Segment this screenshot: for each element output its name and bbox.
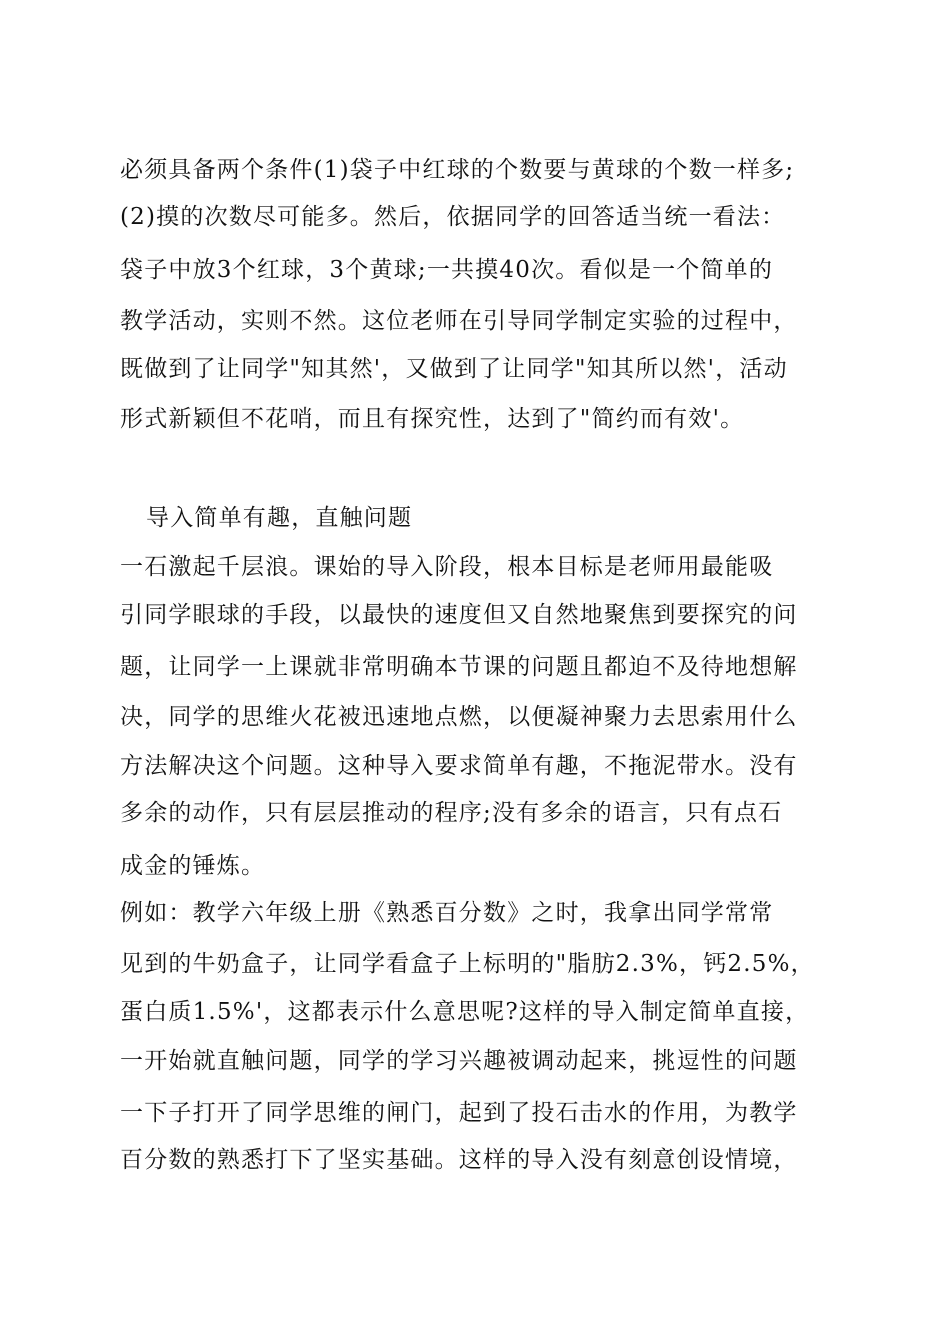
text-line: 方法解决这个问题。这种导入要求简单有趣，不拖泥带水。没有	[120, 753, 798, 779]
text-line: 成金的锤炼。	[120, 853, 266, 879]
text-line: 一下子打开了同学思维的闸门，起到了投石击水的作用，为教学	[120, 1100, 798, 1126]
text-line: 一石激起千层浪。课始的导入阶段，根本目标是老师用最能吸	[120, 554, 774, 580]
text-line: 形式新颖但不花哨，而且有探究性，达到了"简约而有效'。	[120, 406, 745, 432]
text-line: 百分数的熟悉打下了坚实基础。这样的导入没有刻意创设情境，	[120, 1147, 798, 1173]
text-line: (2)摸的次数尽可能多。然后，依据同学的回答适当统一看法：	[120, 204, 786, 230]
text-line: 蛋白质1.5%'，这都表示什么意思呢?这样的导入制定简单直接，	[120, 999, 810, 1025]
text-line: 例如：教学六年级上册《熟悉百分数》之时，我拿出同学常常	[120, 900, 774, 926]
text-line: 教学活动，实则不然。这位老师在引导同学制定实验的过程中，	[120, 308, 798, 334]
text-line: 必须具备两个条件(1)袋子中红球的个数要与黄球的个数一样多;	[120, 157, 795, 183]
text-line: 决，同学的思维火花被迅速地点燃，以便凝神聚力去思索用什么	[120, 704, 798, 730]
text-line: 多余的动作，只有层层推动的程序;没有多余的语言，只有点石	[120, 800, 783, 826]
text-line: 既做到了让同学"知其然'，又做到了让同学"知其所以然'，活动	[120, 356, 788, 382]
text-line: 袋子中放3个红球，3个黄球;一共摸40次。看似是一个简单的	[120, 257, 774, 283]
text-line: 题，让同学一上课就非常明确本节课的问题且都迫不及待地想解	[120, 654, 798, 680]
text-line: 一开始就直触问题，同学的学习兴趣被调动起来，挑逗性的问题	[120, 1048, 798, 1074]
text-line: 见到的牛奶盒子，让同学看盒子上标明的"脂肪2.3%，钙2.5%，	[120, 951, 815, 977]
text-line: 引同学眼球的手段，以最快的速度但又自然地聚焦到要探究的问	[120, 602, 798, 628]
section-heading: 导入简单有趣，直触问题	[146, 505, 413, 531]
